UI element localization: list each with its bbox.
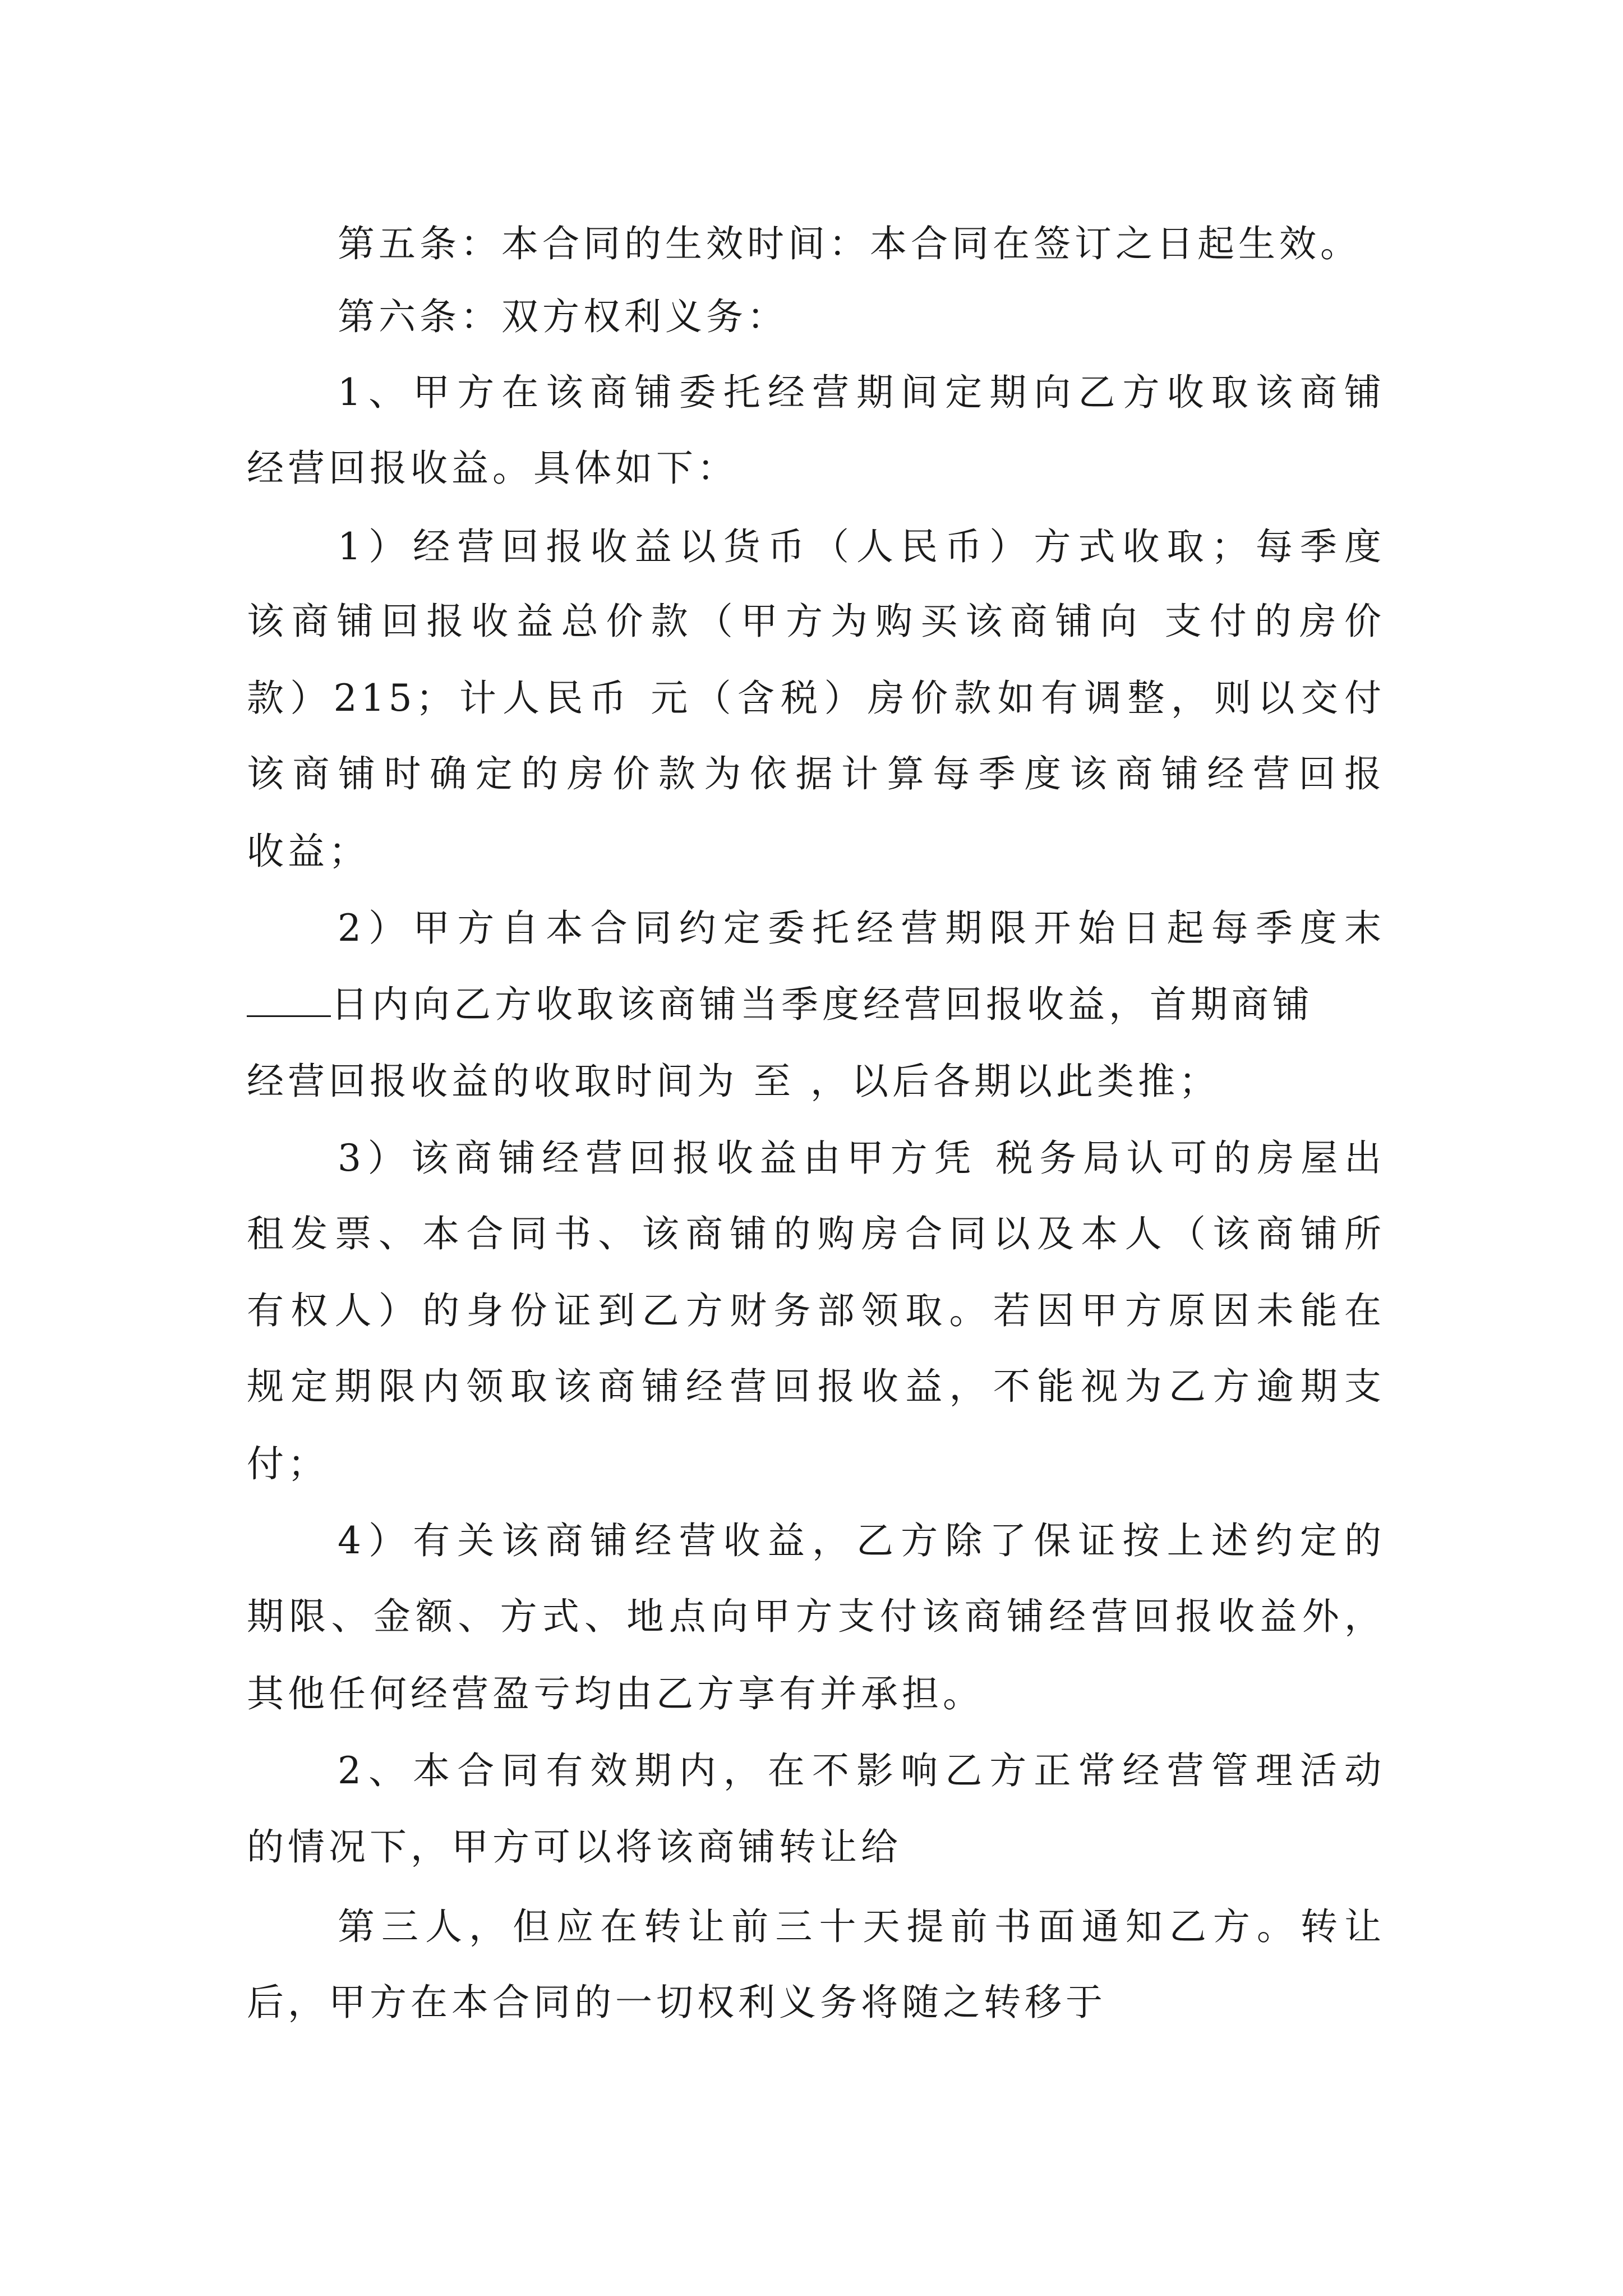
- item-3-line-4: 规定期限内领取该商铺经营回报收益，不能视为乙方逾期支: [247, 1365, 1385, 1408]
- article-6-heading: 第六条：双方权利义务：: [338, 295, 788, 338]
- article-5-line: 第五条：本合同的生效时间：本合同在签订之日起生效。: [338, 222, 1361, 265]
- item-1-line-1: 1）经营回报收益以货币（人民币）方式收取；每季度: [338, 525, 1385, 568]
- clause-2-line-3: 第三人，但应在转让前三十天提前书面通知乙方。转让: [338, 1905, 1385, 1948]
- item-2-line-2: [247, 976, 1385, 1033]
- item-4-line-2: 期限、金额、方式、地点向甲方支付该商铺经营回报收益外，: [247, 1595, 1385, 1638]
- item-2-line-2-text: 日内向乙方收取该商铺当季度经营回报收益，首期商铺: [331, 983, 1313, 1026]
- clause-1-line-2: 经营回报收益。具体如下：: [247, 447, 738, 490]
- item-2-line-3: 经营回报收益的收取时间为 至 ，以后各期以此类推；: [247, 1060, 1220, 1103]
- item-3-line-2: 租发票、本合同书、该商铺的购房合同以及本人（该商铺所: [247, 1212, 1385, 1255]
- clause-2-line-2: 的情况下，甲方可以将该商铺转让给: [247, 1825, 902, 1869]
- clause-1-line-1: 1、甲方在该商铺委托经营期间定期向乙方收取该商铺: [338, 371, 1385, 414]
- item-2-line-1: 2）甲方自本合同约定委托经营期限开始日起每季度末: [338, 907, 1385, 950]
- clause-2-line-4: 后，甲方在本合同的一切权利义务将随之转移于: [247, 1981, 1106, 2024]
- item-3-line-5: 付；: [247, 1442, 329, 1485]
- item-4-line-3: 其他任何经营盈亏均由乙方享有并承担。: [247, 1672, 984, 1715]
- clause-2-line-1: 2、本合同有效期内，在不影响乙方正常经营管理活动: [338, 1749, 1385, 1792]
- fill-in-blank: [247, 976, 331, 1017]
- item-3-line-3: 有权人）的身份证到乙方财务部领取。若因甲方原因未能在: [247, 1289, 1385, 1332]
- item-3-line-1: 3）该商铺经营回报收益由甲方凭 税务局认可的房屋出: [338, 1137, 1385, 1180]
- item-4-line-1: 4）有关该商铺经营收益，乙方除了保证按上述约定的: [338, 1519, 1385, 1562]
- item-1-line-3: 款）215；计人民币 元（含税）房价款如有调整，则以交付: [247, 677, 1385, 720]
- item-1-line-4: 该商铺时确定的房价款为依据计算每季度该商铺经营回报: [247, 752, 1385, 795]
- item-1-line-2: 该商铺回报收益总价款（甲方为购买该商铺向 支付的房价: [247, 600, 1385, 643]
- item-1-line-5: 收益；: [247, 830, 370, 873]
